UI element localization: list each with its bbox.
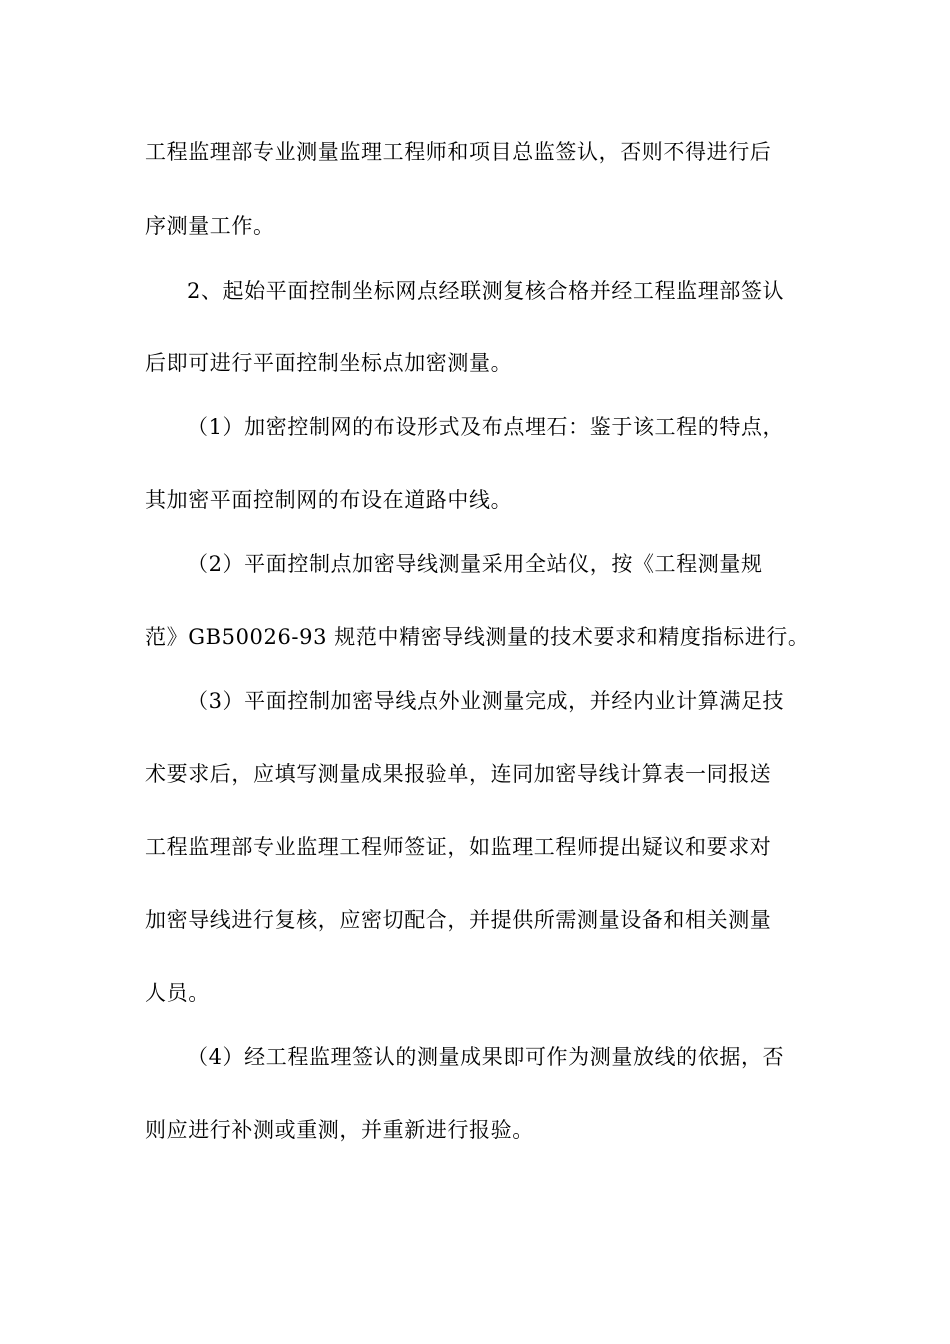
body-text-line: （4）经工程监理签认的测量成果即可作为测量放线的依据，否 — [187, 1045, 785, 1069]
body-text-line: （1）加密控制网的布设形式及布点埋石：鉴于该工程的特点， — [187, 415, 785, 439]
body-text-line: 则应进行补测或重测，并重新进行报验。 — [145, 1118, 534, 1142]
body-text-line: 加密导线进行复核，应密切配合，并提供所需测量设备和相关测量 — [145, 908, 772, 932]
body-text-line: （3）平面控制加密导线点外业测量完成，并经内业计算满足技 — [187, 689, 785, 713]
body-text-line: 序测量工作。 — [145, 214, 275, 238]
body-text-line: 其加密平面控制网的布设在道路中线。 — [145, 488, 513, 512]
body-text-line: 工程监理部专业测量监理工程师和项目总监签认，否则不得进行后 — [145, 140, 772, 164]
body-text-line: 术要求后，应填写测量成果报验单，连同加密导线计算表一同报送 — [145, 762, 772, 786]
body-text-line: 2、起始平面控制坐标网点经联测复核合格并经工程监理部签认 — [187, 279, 785, 303]
body-text-line: 后即可进行平面控制坐标点加密测量。 — [145, 351, 513, 375]
body-text-line: 范》GB50026-93 规范中精密导线测量的技术要求和精度指标进行。 — [145, 625, 810, 649]
body-text-line: 人员。 — [145, 981, 210, 1005]
body-text-line: 工程监理部专业监理工程师签证，如监理工程师提出疑议和要求对 — [145, 835, 772, 859]
body-text-line: （2）平面控制点加密导线测量采用全站仪，按《工程测量规 — [187, 552, 763, 576]
